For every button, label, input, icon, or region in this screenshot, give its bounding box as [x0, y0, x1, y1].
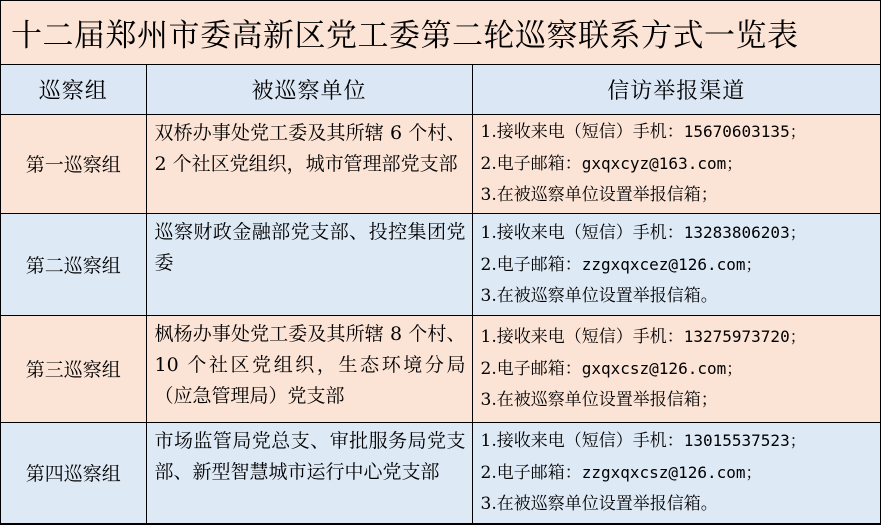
email-address: zzgxqxcez@126.com； — [581, 254, 762, 274]
email-line — [481, 457, 877, 489]
group-cell: 第一巡察组 — [1, 114, 146, 213]
report-box-line: 3.在被巡察单位设置举报信箱。 — [480, 285, 718, 306]
email-line — [481, 148, 877, 180]
email-label: 2.电子邮箱： — [480, 359, 582, 379]
group-cell: 第三巡察组 — [1, 315, 146, 422]
phone-label: 1.接收来电（短信）手机： — [480, 327, 684, 347]
email-label: 2.电子邮箱： — [480, 154, 582, 174]
unit-cell: 双桥办事处党工委及其所辖 6 个村、2 个社区党组织，城市管理部党支部 — [146, 114, 472, 213]
email-address: zzgxqxcsz@126.com； — [581, 463, 762, 482]
contact-cell — [472, 114, 880, 213]
group-cell: 第二巡察组 — [1, 213, 146, 315]
column-header-channel: 信访举报渠道 — [472, 65, 880, 114]
report-box-line: 3.在被巡察单位设置举报信箱。 — [480, 494, 718, 514]
unit-cell: 枫杨办事处党工委及其所辖 8 个村、10 个社区党组织，生态环境分局（应急管理局）党支部 — [146, 315, 472, 422]
table-row — [1, 114, 880, 213]
group-cell: 第四巡察组 — [1, 422, 146, 523]
table-row — [1, 315, 880, 422]
email-line — [481, 353, 877, 385]
phone-line — [481, 116, 877, 148]
phone-label: 1.接收来电（短信）手机： — [480, 122, 684, 142]
email-label: 2.电子邮箱： — [480, 254, 582, 275]
phone-line — [481, 321, 877, 353]
phone-number: 13015537523； — [683, 431, 806, 450]
email-address: gxqxcsz@126.com； — [581, 359, 743, 378]
phone-number: 15670603135； — [683, 122, 806, 141]
contact-cell — [472, 213, 880, 315]
contact-table — [1, 65, 880, 524]
unit-cell: 巡察财政金融部党支部、投控集团党委 — [146, 213, 472, 315]
table-row — [1, 422, 880, 523]
phone-number: 13283806203； — [683, 222, 806, 242]
email-line — [481, 249, 877, 281]
report-box-line: 3.在被巡察单位设置举报信箱； — [480, 390, 718, 410]
column-header-unit: 被巡察单位 — [146, 65, 472, 114]
phone-label: 1.接收来电（短信）手机： — [480, 431, 684, 451]
report-box-line: 3.在被巡察单位设置举报信箱； — [480, 185, 718, 205]
column-header-group: 巡察组 — [1, 65, 146, 114]
contact-cell — [472, 315, 880, 422]
phone-line — [481, 425, 877, 457]
phone-line — [481, 217, 877, 249]
email-address: gxqxcyz@163.com； — [581, 154, 743, 173]
unit-cell: 市场监管局党总支、审批服务局党支部、新型智慧城市运行中心党支部 — [146, 422, 472, 523]
table-header-row — [1, 65, 880, 114]
email-label: 2.电子邮箱： — [480, 463, 582, 483]
phone-number: 13275973720； — [683, 327, 806, 346]
page-title: 十二届郑州市委高新区党工委第二轮巡察联系方式一览表 — [1, 1, 880, 65]
phone-label: 1.接收来电（短信）手机： — [480, 222, 684, 243]
contact-cell — [472, 422, 880, 523]
table-row — [1, 213, 880, 315]
